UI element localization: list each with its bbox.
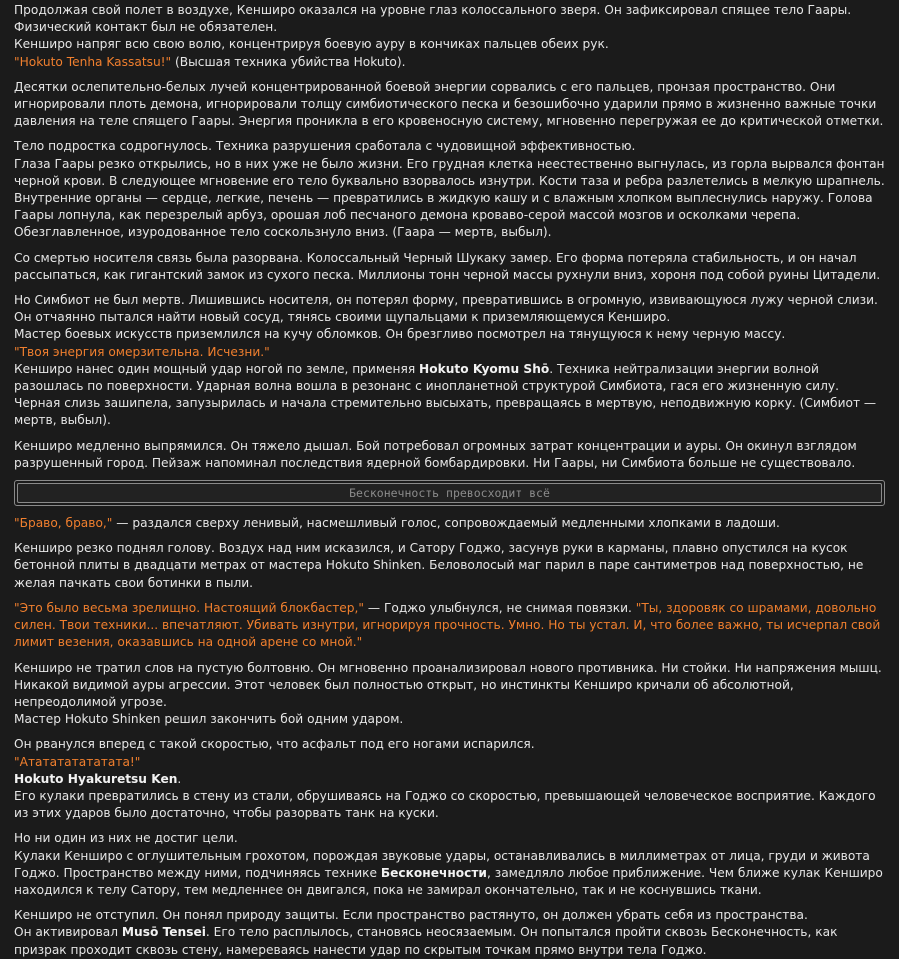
narration-text: Кулаки Кенширо с оглушительным грохотом, порождая звуковые удары, останавливались в миллиметрах от лица, груди и живота Годжо. Пространство между ними, подчиняясь технике [14, 848, 870, 880]
text-line [14, 2, 885, 36]
text-line [14, 540, 885, 592]
text-line [14, 600, 885, 652]
paragraph [14, 600, 885, 652]
narration-text: Кенширо резко поднял голову. Воздух над ним исказился, и Сатору Годжо, засунув руки в карманы, плавно опустился на кусок бетонной плиты в двадцати метрах от мастера Hokuto Shinken. Беловолосый маг парил в паре сантиметров над поверхностью, не желая пачкать свои ботинки в пыли. [14, 541, 864, 590]
narration-text: Его кулаки превратились в стену из стали, обрушиваясь на Годжо со скоростью, превышающей человеческое восприятие. Каждого из этих ударов было достаточно, чтобы разорвать танк на куски. [14, 788, 876, 821]
narration-text: Кенширо нанес один мощный удар ногой по земле, применяя [14, 361, 420, 376]
text-line [14, 344, 885, 361]
text-line [14, 924, 885, 958]
text-line [14, 79, 885, 131]
narration-text: Кенширо медленно выпрямился. Он тяжело дышал. Бой потребовал огромных затрат концентрации и ауры. Он окинул взглядом разрушенный город. Пейзаж напоминал последствия ядерной бомбардировки. Ни Гаары, ни Симбиота больше не существовало. [14, 438, 857, 470]
text-line [14, 788, 885, 822]
text-line [14, 250, 885, 284]
paragraph [14, 438, 885, 472]
narration-text: Кенширо не тратил слов на пустую болтовню. Он мгновенно проанализировал нового противника. Ни стойки. Ни напряжения мышц. Никакой видимой ауры агрессии. Этот человек был полностью открыт, но инстинкты Кенширо кричали об абсолютной, непреодолимой угрозе. [14, 660, 882, 709]
narration-text: . Техника нейтрализации энергии волной разошлась по поверхности. Ударная волна вошла в резонанс с инопланетной структурой Симбиота, гася его жизненную силу. Черная слизь зашипела, запузырилась и начала стремительно высыхать, превращаясь в мертвую, неподвижную корку. (Симбиот — мертв, выбыл). [14, 361, 877, 428]
section-divider-title: Бесконечность превосходит всё [17, 483, 882, 503]
text-line [14, 515, 885, 532]
narration-text: Десятки ослепительно-белых лучей концентрированной боевой энергии сорвались с его пальцев, пронзая пространство. Они игнорировали плоть демона, игнорировали толщу симбиотического песка и безошибочно ударили прямо в жизненно важные точки давления на теле спящего Гаары. Энергия проникла в его кровеносную систему, мгновенно перегружая ее до критической отметки. [14, 79, 884, 129]
paragraph [14, 660, 885, 729]
dialogue-text: "Твоя энергия омерзительна. Исчезни." [14, 344, 270, 359]
text-line [14, 830, 885, 847]
narration-text: Тело подростка содрогнулось. Техника разрушения сработала с чудовищной эффективностью. [14, 139, 636, 154]
paragraph [14, 830, 885, 899]
paragraph [14, 736, 885, 822]
narration-text: (Высшая техника убийства Hokuto). [171, 54, 406, 69]
narration-text: Продолжая свой полет в воздухе, Кенширо оказался на уровне глаз колоссального зверя. Он зафиксировал спящее тело Гаары. Физический контакт был не обязателен. [14, 3, 852, 35]
narration-text: Но ни один из них не достиг цели. [14, 831, 238, 846]
text-line [14, 156, 885, 242]
dialogue-text: "Ататататататата!" [14, 754, 141, 769]
technique-name: Hokuto Hyakuretsu Ken [14, 771, 178, 786]
technique-name: Бесконечности [380, 865, 487, 880]
paragraph [14, 250, 885, 284]
narration-text: Кенширо не отступил. Он понял природу защиты. Если пространство растянуто, он должен убрать себя из пространства. [14, 908, 808, 923]
paragraph [14, 2, 885, 71]
narration-text: . Его тело расплылось, становясь неосязаемым. Он попытался пройти сквозь Бесконечность, как призрак проходит сквозь стену, намереваясь нанести удар по скрытым точкам прямо внутри тела Годжо. [14, 925, 838, 957]
paragraph [14, 907, 885, 959]
text-line [14, 660, 885, 712]
narration-text: Но Симбиот не был мертв. Лишившись носителя, он потерял форму, превратившись в огромную, извивающуюся лужу черной слизи. Он отчаянно пытался найти новый сосуд, тянясь своими щупальцами к приземляющемуся Кенширо. [14, 293, 878, 325]
narration-text: , замедляло любое приближение. Чем ближе кулак Кенширо находился к телу Сатору, тем медленнее он двигался, пока не замирал окончательно, так и не коснувшись ткани. [14, 865, 883, 897]
narration-text: — Годжо улыбнулся, не снимая повязки. [364, 600, 636, 615]
paragraph [14, 540, 885, 592]
text-line [14, 292, 885, 326]
narration-text: Он активировал [14, 925, 122, 940]
text-line [14, 848, 885, 900]
narration-text: Мастер Hokuto Shinken решил закончить бой одним ударом. [14, 712, 404, 727]
narration-text: . [177, 771, 182, 786]
text-line [14, 438, 885, 472]
dialogue-text: "Это было весьма зрелищно. Настоящий блокбастер," [14, 600, 365, 615]
text-line [14, 771, 885, 788]
paragraph [14, 138, 885, 241]
narration-text: Кенширо напряг всю свою волю, концентрируя боевую ауру в кончиках пальцев обеих рук. [14, 37, 609, 52]
narration-text: — раздался сверху ленивый, насмешливый голос, сопровождаемый медленными хлопками в ладоши. [112, 516, 780, 531]
text-line [14, 54, 885, 71]
technique-name: Hokuto Kyomu Shō [419, 361, 550, 376]
text-line [14, 754, 885, 771]
paragraph [14, 292, 885, 430]
narration-text: Он рванулся вперед с такой скоростью, что асфальт под его ногами испарился. [14, 737, 535, 752]
narration-text: Мастер боевых искусств приземлился на кучу обломков. Он брезгливо посмотрел на тянущуюся к нему черную массу. [14, 327, 786, 342]
dialogue-text: "Ты, здоровяк со шрамами, довольно силен. Твои техники... впечатляют. Убивать изнутри, игнорируя прочность. Умно. Но ты устал. И, что более важно, ты исчерпал свой лимит везения, оказавшись на одной арене со мной." [14, 600, 881, 650]
text-line [14, 138, 885, 155]
paragraph [14, 515, 885, 532]
narration-text: Со смертью носителя связь была разорвана. Колоссальный Черный Шукаку замер. Его форма потеряла стабильность, и он начал рассыпаться, как гигантский замок из сухого песка. Миллионы тонн черной массы рухнули вниз, хороня под собой руины Цитадели. [14, 250, 881, 282]
paragraph [14, 79, 885, 131]
section-divider [14, 480, 885, 506]
text-line [14, 361, 885, 430]
text-line [14, 326, 885, 343]
text-line [14, 711, 885, 728]
text-line [14, 36, 885, 53]
narration-text: Глаза Гаары резко открылись, но в них уже не было жизни. Его грудная клетка неестественно выгнулась, из горла вырвался фонтан черной крови. В следующее мгновение его тело буквально взорвалось изнутри. Кости таза и ребра разлетелись в мелкую шрапнель. Внутренние органы — сердце, легкие, печень — превратились в жидкую кашу и с влажным хлопком выплеснулись наружу. Голова Гаары лопнула, как перезрелый арбуз, орошая лоб песчаного демона кроваво-серой массой мозгов и осколками черепа. Обезглавленное, изуродованное тело соскользнуло вниз. (Гаара — мертв, выбыл). [14, 156, 885, 240]
dialogue-text: "Браво, браво," [14, 516, 113, 531]
technique-name: Musō Tensei [121, 925, 206, 940]
text-line [14, 736, 885, 753]
text-line [14, 907, 885, 924]
dialogue-text: "Hokuto Tenha Kassatsu!" [14, 54, 172, 69]
